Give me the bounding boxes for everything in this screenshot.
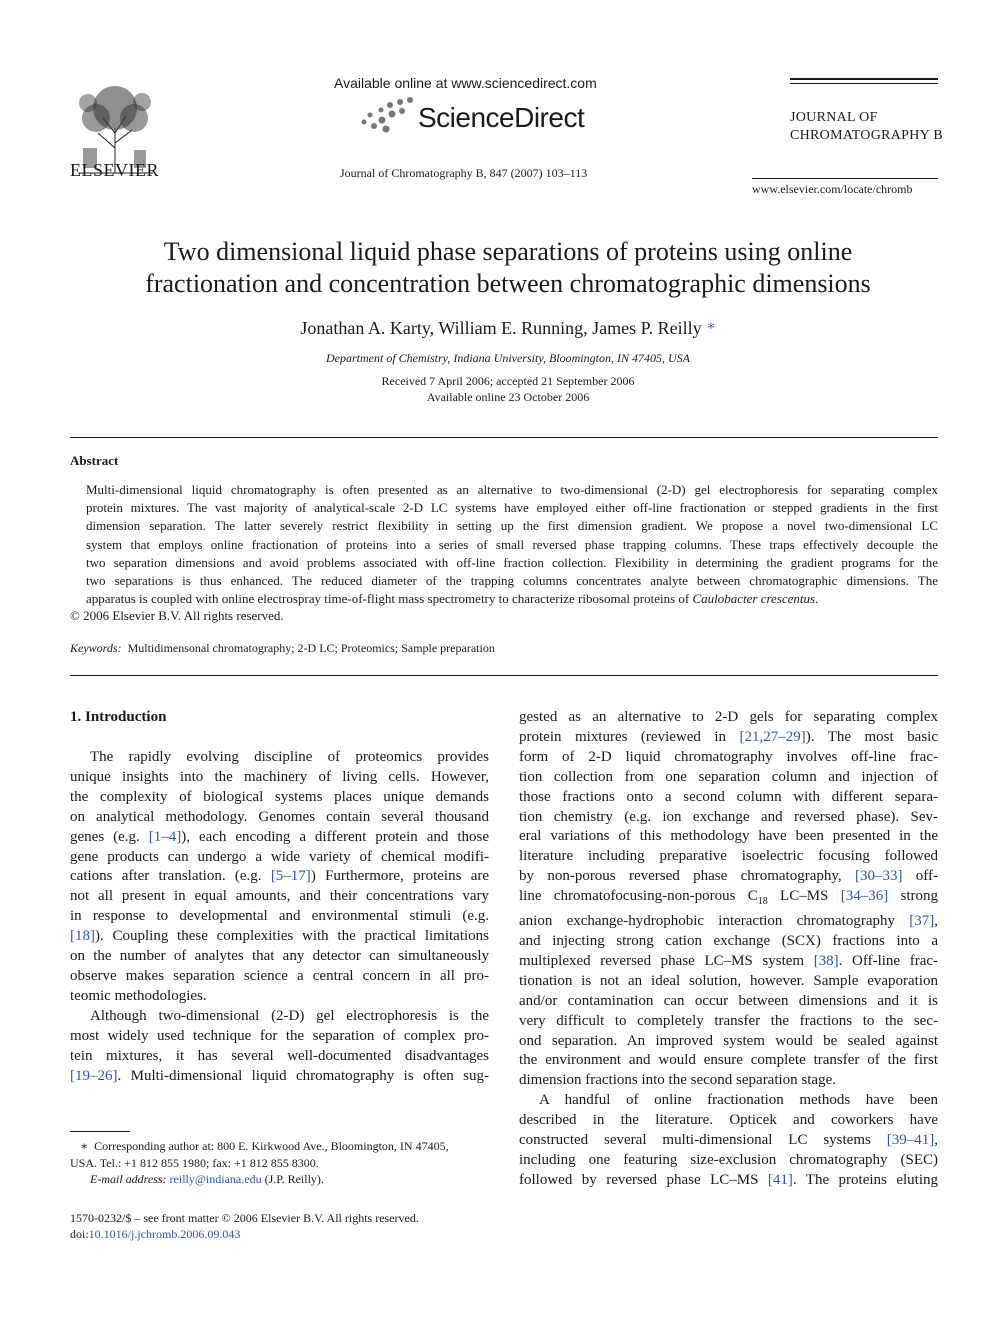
doi-link[interactable]: 10.1016/j.jchromb.2006.09.043	[88, 1227, 241, 1241]
section-heading: 1. Introduction	[70, 709, 167, 725]
online-date: Available online 23 October 2006	[426, 390, 590, 404]
body-line: the complexity of biological systems places unique demands	[70, 788, 489, 805]
footnote-line	[70, 1171, 489, 1188]
body-line: the environment and would ensure complete transfer of the first	[519, 1052, 938, 1069]
abstract-heading: Abstract	[70, 453, 119, 468]
body-line: on analytical methodology. Genomes contain several thousand	[70, 808, 489, 825]
abstract-line: two separations is thus enhanced. The reduced diameter of the trapping columns concentrates analyte between chromatographic dimensions. The	[86, 573, 938, 589]
body-line: literature including preparative isoelectric focusing followed	[519, 848, 938, 865]
journal-url[interactable]: www.elsevier.com/locate/chromb	[752, 182, 913, 196]
body-line: tionation is not an ideal solution, however. Sample evaporation	[519, 972, 938, 989]
body-line: on the number of analytes that any detector can simultaneously	[70, 948, 489, 965]
abstract-line: dimension separation. The latter severely restrict flexibility in setting up the first dimension gradient. We propose a novel two-dimensional LC	[86, 518, 938, 534]
body-line: observe makes separation science a central concern in all pro-	[70, 967, 489, 984]
citation-link[interactable]: [19–26]	[70, 1067, 118, 1084]
sciencedirect-wordmark: ScienceDirect	[418, 102, 585, 133]
divider	[790, 83, 938, 84]
journal-name-line-2: CHROMATOGRAPHY B	[790, 128, 943, 143]
body-line: ond separation. An improved system would be sealed against	[519, 1032, 938, 1049]
doi-label: doi:	[70, 1227, 89, 1241]
divider	[70, 675, 938, 676]
citation-link[interactable]: [37]	[909, 913, 935, 930]
citation-link[interactable]: [41]	[767, 1171, 793, 1188]
footnote-text: Corresponding author at: 800 E. Kirkwood Ave., Bloomington, IN 47405,	[94, 1139, 449, 1153]
front-matter	[70, 1210, 419, 1242]
journal-citation: Journal of Chromatography B, 847 (2007) 103–113	[340, 166, 588, 180]
abstract-line	[70, 590, 938, 608]
citation-link[interactable]: [30–33]	[854, 868, 903, 885]
body-line: form of 2-D liquid chromatography involves off-line frac-	[519, 748, 938, 765]
email-suffix: (J.P. Reilly).	[264, 1172, 324, 1186]
abstract-line: protein mixtures. The vast majority of analytical-scale 2-D LC systems have employed either off-line fractionation or stepped gradients in the first	[86, 500, 938, 516]
footnote-divider	[70, 1131, 130, 1132]
body-line: described in the literature. Opticek and coworkers have	[519, 1112, 938, 1129]
body-line: most widely used technique for the separation of complex pro-	[70, 1027, 489, 1044]
species-name: Caulobacter crescentus	[692, 591, 816, 607]
body-column-right	[519, 708, 938, 1191]
keywords-list: Multidimensonal chromatography; 2-D LC; Proteomics; Sample preparation	[127, 641, 495, 655]
abstract-copyright: © 2006 Elsevier B.V. All rights reserved.	[70, 608, 284, 623]
keywords	[70, 641, 495, 656]
citation-link[interactable]: [18]	[70, 928, 95, 945]
citation-link[interactable]: [1–4]	[148, 828, 182, 845]
divider	[790, 78, 938, 80]
publisher-name: ELSEVIER	[70, 160, 159, 180]
body-line: genes (e.g. [1–4]), each encoding a different protein and those	[70, 828, 489, 845]
body-line: tion chemistry (e.g. ion exchange and reversed phase). Sev-	[519, 808, 938, 825]
journal-name-line-1: JOURNAL OF	[790, 110, 878, 125]
divider	[752, 178, 938, 179]
footnote-line: USA. Tel.: +1 812 855 1980; fax: +1 812 855 8300.	[70, 1155, 319, 1170]
citation-link[interactable]: [5–17]	[270, 868, 311, 885]
received-dates: Received 7 April 2006; accepted 21 September 2006	[381, 374, 635, 388]
keywords-label: Keywords:	[70, 641, 122, 655]
body-line: A handful of online fractionation methods have been	[539, 1092, 938, 1109]
doi-line	[70, 1226, 419, 1242]
email-label: E-mail address:	[90, 1172, 167, 1186]
title-line-2: fractionation and concentration between chromatographic dimensions	[145, 269, 871, 298]
body-line: those fractions onto a second column with different separa-	[519, 788, 938, 805]
body-line: tein mixtures, it has several well-documented disadvantages	[70, 1047, 489, 1064]
footnote-mark: ∗	[80, 1139, 89, 1153]
body-line: [18]). Coupling these complexities with the practical limitations	[70, 928, 489, 945]
corresponding-author-mark[interactable]: ∗	[706, 319, 716, 334]
body-line: including one featuring size-exclusion chromatography (SEC)	[519, 1151, 938, 1168]
abstract-body	[70, 481, 938, 608]
divider	[70, 437, 938, 438]
body-line: teomic methodologies.	[70, 987, 207, 1004]
citation-link[interactable]: [34–36]	[840, 888, 889, 905]
abstract-line: system that employs online fractionation of proteins into a series of small reversed phase trapping columns. These traps effectively decouple the	[86, 536, 938, 552]
citation-link[interactable]: [38]	[813, 952, 839, 969]
body-line: cations after translation. (e.g. [5–17]) Furthermore, proteins are	[70, 868, 490, 885]
authors-text: Jonathan A. Karty, William E. Running, James P. Reilly	[300, 318, 702, 338]
body-line: and injecting strong cation exchange (SCX) fractions into a	[519, 932, 938, 949]
body-line: gested as an alternative to 2-D gels for separating complex	[519, 709, 938, 725]
issn-line: 1570-0232/$ – see front matter © 2006 Elsevier B.V. All rights reserved.	[70, 1211, 419, 1225]
abstract-line: two separation dimensions and avoid problems associated with off-line fraction collection. Flexibility in determining the gradient programs for the	[86, 554, 938, 570]
body-line: gene products can undergo a wide variety of chemical modifi-	[70, 848, 489, 865]
sciencedirect-dots-icon	[356, 96, 418, 136]
body-line: followed by reversed phase LC–MS [41]. The proteins eluting	[519, 1171, 938, 1188]
body-line: multiplexed reversed phase LC–MS system [38]. Off-line frac-	[519, 952, 939, 969]
abstract-text: apparatus is coupled with online electrospray time-of-flight mass spectrometry to characterize ribosomal proteins of	[86, 591, 693, 607]
abstract-line: Multi-dimensional liquid chromatography is often presented as an alternative to two-dimensional (2-D) gel electrophoresis for separating complex	[86, 482, 938, 497]
body-line: Although two-dimensional (2-D) gel electrophoresis is the	[90, 1007, 489, 1024]
title-line-1: Two dimensional liquid phase separations of proteins using online	[163, 237, 853, 266]
body-line: not all present in equal amounts, and their concentrations vary	[70, 888, 489, 905]
affiliation: Department of Chemistry, Indiana University, Bloomington, IN 47405, USA	[326, 351, 690, 365]
citation-link[interactable]: [21,27–29]	[739, 728, 806, 745]
citation-link[interactable]: [39–41]	[886, 1132, 935, 1149]
body-line: by non-porous reversed phase chromatography, [30–33] off-	[519, 868, 939, 885]
article-title	[60, 236, 956, 300]
body-line: very difficult to completely transfer the fractions to the sec-	[519, 1012, 938, 1029]
body-line: tion collection from one separation column and injection of	[519, 768, 938, 785]
email-link[interactable]: reilly@indiana.edu	[169, 1172, 262, 1186]
author-list	[60, 318, 956, 339]
body-line: and/or contamination can occur between dimensions and it is	[519, 992, 938, 1009]
body-line: anion exchange-hydrophobic interaction chromatography [37],	[519, 913, 938, 930]
body-column-left	[70, 748, 489, 1086]
body-line: unique insights into the machinery of living cells. However,	[70, 768, 489, 785]
body-line: dimension fractions into the second separation stage.	[519, 1072, 836, 1089]
body-line: eral variations of this methodology have been presented in the	[519, 828, 938, 845]
body-line: The rapidly evolving discipline of proteomics provides	[90, 749, 489, 765]
footnote	[70, 1138, 489, 1188]
body-line: in response to developmental and environmental stimuli (e.g.	[70, 908, 489, 925]
body-line: [19–26]. Multi-dimensional liquid chromatography is often sug-	[70, 1067, 489, 1084]
body-line: protein mixtures (reviewed in [21,27–29]). The most basic	[519, 728, 938, 745]
footnote-line	[70, 1138, 489, 1155]
abstract-text: .	[815, 591, 819, 607]
available-online-text: Available online at www.sciencedirect.com	[334, 75, 597, 91]
body-line: constructed several multi-dimensional LC systems [39–41],	[519, 1132, 938, 1149]
body-line: line chromatofocusing-non-porous $C_{18}$ LC–MS [34–36] strong	[519, 888, 939, 908]
